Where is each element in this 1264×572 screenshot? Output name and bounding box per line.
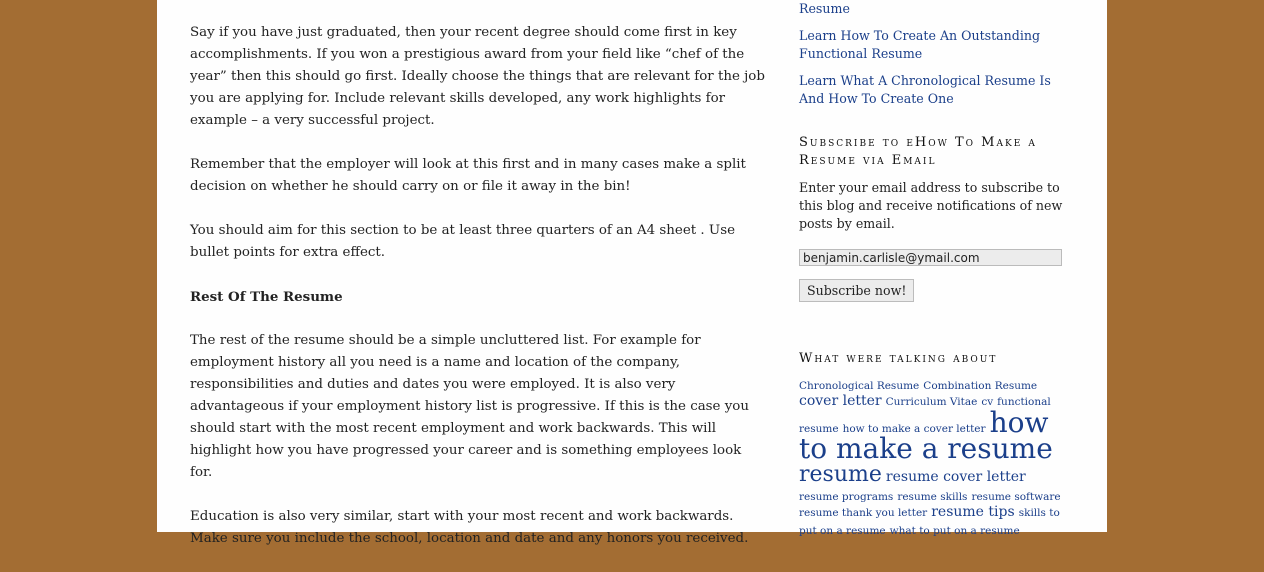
article-paragraph: Education is also very similar, start with your most recent and work backwards. Make sure you include the school, location and date and any honors you received. [190,509,749,546]
tag-link[interactable]: resume programs [799,491,894,504]
tag-link[interactable]: Curriculum Vitae [885,395,978,408]
tag-cloud [799,377,1069,539]
tag-link[interactable]: resume skills [897,491,968,504]
article-paragraph: You should aim for this section to be at least three quarters of an A4 sheet . Use bullet points for extra effect. [190,223,735,260]
article-content [190,0,765,572]
tag-link[interactable]: resume thank you letter [799,507,928,520]
tag-cloud-title: What were talking about [799,350,998,366]
tag-link[interactable]: resume [799,462,882,488]
article-paragraph: The rest of the resume should be a simple uncluttered list. For example for employment history all you need is a name and location of the company, responsibilities and duties and dates you were employed. It is also very advantageous if your employment history list is progressive. If this is the case you should start with the most recent employment and work backwards. This will highlight how you have progressed your career and is something employees look for. [190,333,749,480]
email-input[interactable] [799,249,1062,266]
section-heading: Rest Of The Resume [190,289,343,305]
tag-link[interactable]: resume software [971,491,1061,504]
tag-link[interactable]: resume tips [931,504,1015,521]
subscribe-description: Enter your email address to subscribe to this blog and receive notifications of new posts by email. [799,180,1063,231]
tag-link[interactable]: how to make a resume [799,406,1053,466]
recent-post-link[interactable]: Learn What A Chronological Resume Is And How To Create One [799,73,1051,106]
subscribe-widget-title: Subscribe to eHow To Make a Resume via Email [799,135,1037,168]
tag-link[interactable]: skills to put on a resume [799,507,1060,537]
tag-link[interactable]: Combination Resume [923,379,1038,392]
tag-link[interactable]: cv [981,395,994,408]
tag-link[interactable]: cover letter [799,392,882,409]
sidebar [799,0,1069,538]
recent-posts-list [799,0,1069,108]
article-paragraph: Say if you have just graduated, then your recent degree should come first in key accomplishments. If you won a prestigious award from your field like “chef of the year” then this should go first. Ideally choose the things that are relevant for the job you are applying for. Include relevant skills developed, any work highlights for example – a very successful project. [190,25,765,128]
article-paragraph: Remember that the employer will look at this first and in many cases make a split decision on whether he should carry on or file it away in the bin! [190,157,746,194]
tag-link[interactable]: what to put on a resume [889,524,1020,537]
recent-post-link[interactable]: Resume [799,1,850,16]
subscribe-button[interactable]: Subscribe now! [799,279,914,302]
tag-link[interactable]: how to make a cover letter [842,423,986,436]
page-container [157,0,1107,546]
tag-link[interactable]: resume cover letter [885,469,1026,486]
recent-post-link[interactable]: Learn How To Create An Outstanding Functional Resume [799,28,1041,61]
tag-link[interactable]: Chronological Resume [799,379,920,392]
tag-link[interactable]: functional resume [799,395,1051,436]
